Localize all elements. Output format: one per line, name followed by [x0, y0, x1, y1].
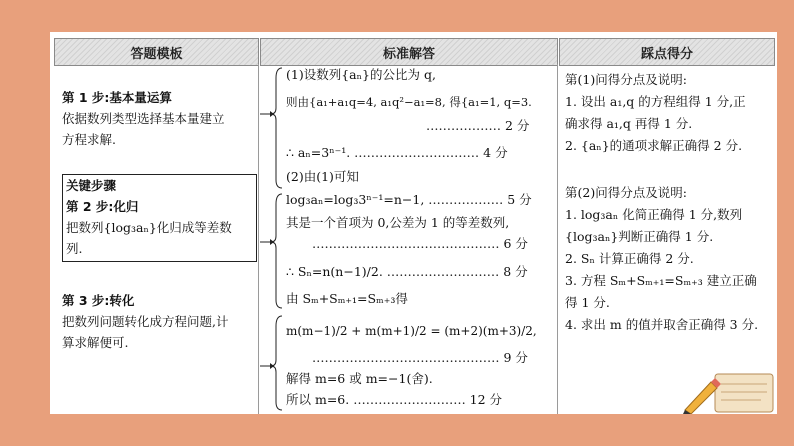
brace-step3 [271, 316, 282, 410]
step1-text-line: 依据数列类型选择基本量建立 [62, 111, 225, 126]
header-scoring [559, 38, 775, 66]
step3-text-line: 算求解便可. [62, 335, 129, 350]
part1-item-line: 2. {aₙ}的通项求解正确得 2 分. [565, 138, 743, 153]
part2-item-line: {log₃aₙ}判断正确得 1 分. [565, 229, 714, 244]
header-template [54, 38, 259, 66]
header-solution-label: 标准解答 [382, 46, 435, 62]
part2-item-line: 得 1 分. [565, 295, 610, 310]
header-solution [260, 38, 558, 66]
part2-item-line: 2. Sₙ 计算正确得 2 分. [565, 251, 694, 266]
key-steps-title: 关键步骤 [66, 178, 117, 193]
part2-title: 第(2)问得分点及说明: [565, 185, 687, 200]
header-scoring-label: 踩点得分 [640, 46, 693, 62]
solution-line: (1)设数列{aₙ}的公比为 q, [286, 67, 436, 82]
part2-item-line: 3. 方程 Sₘ+Sₘ₊₁=Sₘ₊₃ 建立正确 [565, 273, 757, 288]
solution-line: 则由{a₁+a₁q=4, a₁q²−a₁=8, 得{a₁=1, q=3. [286, 95, 532, 109]
part1-title: 第(1)问得分点及说明: [565, 72, 687, 87]
brace-step2 [271, 194, 282, 308]
solution-line: ∴ aₙ=3ⁿ⁻¹. ………………………… 4 分 [286, 145, 508, 160]
step1-text-line: 方程求解. [62, 132, 116, 147]
part1-item-line: 确求得 a₁,q 再得 1 分. [565, 116, 693, 131]
step-connector-arrows [258, 64, 288, 414]
solution-table [50, 32, 777, 414]
solution-line: ……………………………………… 9 分 [312, 350, 528, 365]
step3-title: 第 3 步:转化 [62, 293, 135, 308]
column-divider-2 [557, 64, 558, 414]
notepad-pencil-icon [681, 364, 777, 414]
solution-line: log₃aₙ=log₃3ⁿ⁻¹=n−1, ……………… 5 分 [286, 192, 532, 207]
solution-line: 其是一个首项为 0,公差为 1 的等差数列, [286, 215, 510, 230]
solution-line: ……………… 2 分 [426, 118, 530, 133]
brace-step1 [271, 68, 282, 188]
part1-item-line: 1. 设出 a₁,q 的方程组得 1 分,正 [565, 94, 746, 109]
solution-line: m(m−1)/2 + m(m+1)/2 = (m+2)(m+3)/2, [286, 324, 537, 338]
step1-title: 第 1 步:基本量运算 [62, 90, 172, 105]
solution-line: (2)由(1)可知 [286, 169, 359, 184]
part2-item-line: 1. log₃aₙ 化简正确得 1 分,数列 [565, 207, 743, 222]
solution-line: ∴ Sₙ=n(n−1)/2. ……………………… 8 分 [286, 264, 528, 279]
step2-title: 第 2 步:化归 [66, 199, 139, 214]
solution-line: ……………………………………… 6 分 [312, 236, 528, 251]
step3-text-line: 把数列问题转化成方程问题,计 [62, 314, 229, 329]
header-template-label: 答题模板 [130, 46, 183, 62]
solution-line: 所以 m=6. ……………………… 12 分 [286, 392, 503, 407]
solution-line: 解得 m=6 或 m=−1(舍). [286, 371, 433, 386]
solution-line: 由 Sₘ+Sₘ₊₁=Sₘ₊₃得 [286, 291, 408, 306]
part2-item-line: 4. 求出 m 的值并取舍正确得 3 分. [565, 317, 759, 332]
step2-text-line: 列. [66, 241, 83, 256]
step2-text-line: 把数列{log₃aₙ}化归成等差数 [66, 220, 232, 235]
